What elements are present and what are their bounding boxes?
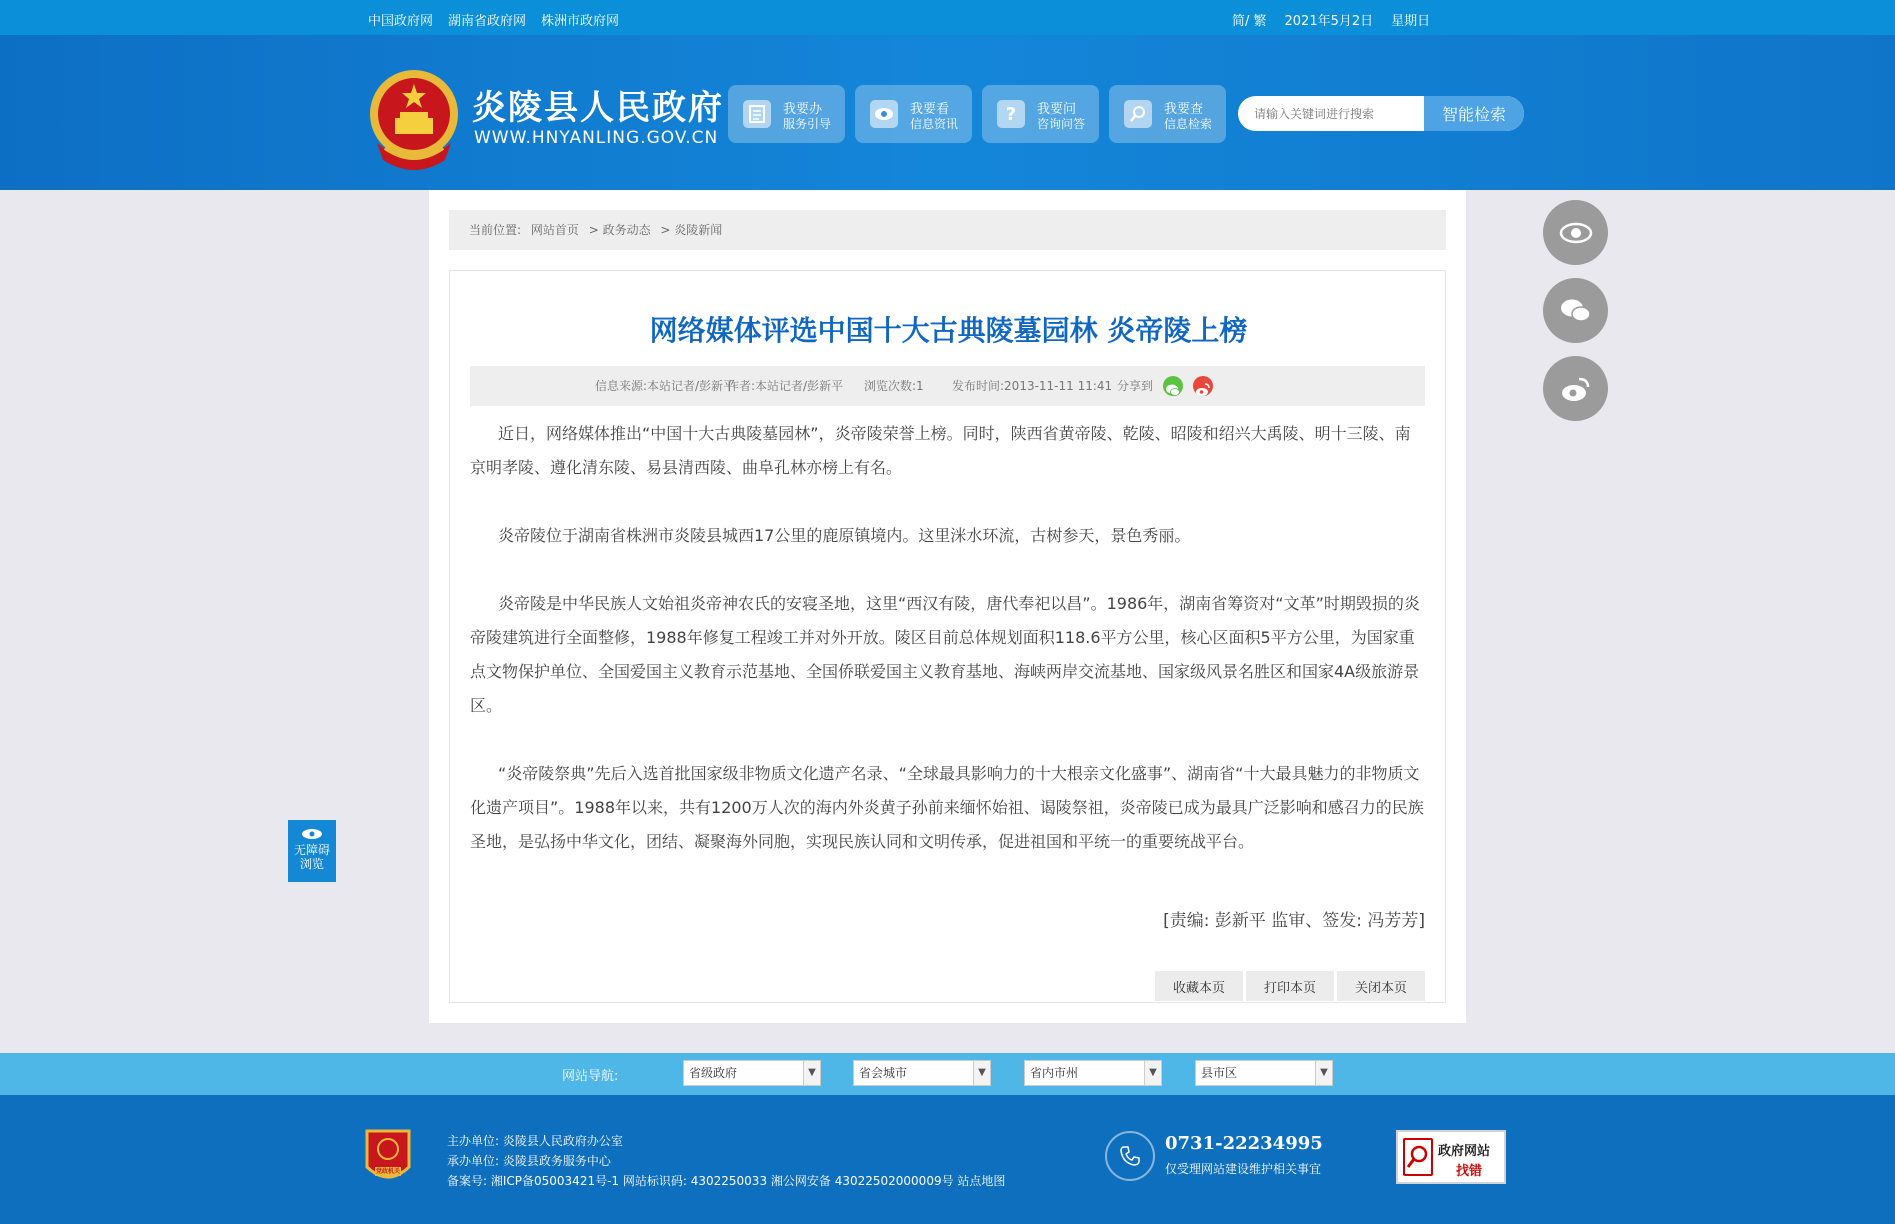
- service-handle-line1: 我要办: [783, 102, 823, 117]
- select-province-gov-value: 省级政府: [689, 1066, 738, 1080]
- article-meta: [470, 366, 1425, 406]
- link-china-gov[interactable]: 中国政府网: [368, 14, 434, 29]
- footer-info: [447, 1131, 1005, 1191]
- select-province-cities-value: 省内市州: [1030, 1066, 1079, 1080]
- phone-number: 0731-22234995: [1165, 1133, 1323, 1154]
- report-line1: 政府网站: [1438, 1144, 1491, 1159]
- meta-author: 作者:本站记者/彭新平: [727, 379, 844, 393]
- breadcrumb-local[interactable]: > 炎陵新闻: [660, 223, 723, 237]
- accessibility-line1: 无障碍: [293, 843, 330, 857]
- article: [449, 270, 1446, 1003]
- chevron-down-icon: ▼: [1315, 1061, 1332, 1085]
- select-capital-city[interactable]: [853, 1060, 991, 1086]
- bookmark-page-button[interactable]: 收藏本页: [1155, 971, 1243, 1001]
- meta-views: 浏览次数:1: [864, 379, 924, 393]
- breadcrumb-label: 当前位置:: [469, 223, 522, 237]
- weibo-share-icon[interactable]: [1193, 376, 1213, 396]
- service-view-line2: 信息资讯: [910, 117, 959, 131]
- article-paragraph: “炎帝陵祭典”先后入选首批国家级非物质文化遗产名录、“全球最具影响力的十大根亲文化盛事”、湖南省“十大最具魅力的非物质文化遗产项目”。1988年以来，共有1200万人次的海内外炎黄子孙前来缅怀始祖、谒陵祭祖，炎帝陵已成为最具广泛影响和感召力的民族圣地，是弘扬中华文化，团结、凝聚海外同胞，实现民族认同和文明传承，促进祖国和平统一的重要统战平台。: [470, 764, 1424, 851]
- select-province-gov[interactable]: [683, 1060, 821, 1086]
- close-page-button[interactable]: 关闭本页: [1337, 971, 1425, 1001]
- document-icon: [743, 100, 771, 128]
- chevron-down-icon: ▼: [1144, 1061, 1161, 1085]
- select-province-cities[interactable]: [1024, 1060, 1162, 1086]
- magnifier-icon: [1403, 1138, 1433, 1176]
- wechat-share-icon[interactable]: [1163, 376, 1183, 396]
- meta-source: 信息来源:本站记者/彭新平: [595, 379, 736, 393]
- question-icon: ?: [997, 100, 1025, 128]
- search-icon: [1124, 100, 1152, 128]
- top-links: [368, 10, 619, 29]
- link-zhuzhou-gov[interactable]: 株洲市政府网: [541, 14, 620, 29]
- party-gov-logo-icon[interactable]: [363, 1127, 413, 1187]
- party-gov-logo-text: 党政机关: [375, 1168, 400, 1175]
- report-line2: 找错: [1456, 1164, 1483, 1179]
- smart-search-button[interactable]: 智能检索: [1424, 96, 1524, 131]
- eye-icon[interactable]: [1543, 200, 1608, 265]
- meta-share-label: 分享到: [1117, 379, 1154, 393]
- chevron-down-icon: ▼: [803, 1061, 820, 1085]
- select-counties-value: 县市区: [1201, 1066, 1238, 1080]
- footer-operator: 承办单位: 炎陵县政务服务中心: [447, 1154, 611, 1168]
- breadcrumb-news[interactable]: > 政务动态: [588, 223, 651, 237]
- service-ask-line2: 咨询问答: [1037, 117, 1086, 131]
- top-bar: [0, 0, 1895, 35]
- meta-published: 发布时间:2013-11-11 11:41: [952, 379, 1113, 393]
- select-counties[interactable]: [1195, 1060, 1333, 1086]
- service-search-line1: 我要查: [1164, 102, 1204, 117]
- service-ask-button[interactable]: [982, 85, 1099, 143]
- accessibility-button[interactable]: [288, 820, 336, 882]
- breadcrumb: [449, 210, 1446, 250]
- content-panel: [429, 190, 1466, 1023]
- service-search-line2: 信息检索: [1164, 117, 1213, 131]
- wechat-icon[interactable]: [1543, 278, 1608, 343]
- site-title: 炎陵县人民政府: [472, 88, 724, 128]
- search-input[interactable]: [1238, 96, 1424, 131]
- chevron-down-icon: ▼: [973, 1061, 990, 1085]
- article-paragraph: 炎帝陵是中华民族人文始祖炎帝神农氏的安寝圣地，这里“西汉有陵，唐代奉祀以昌”。1986年，湖南省筹资对“文革”时期毁损的炎帝陵建筑进行全面整修，1988年修复工程竣工并对外开放。陵区目前总体规划面积118.6平方公里，核心区面积5平方公里，为国家重点文物保护单位、全国爱国主义教育示范基地、全国侨联爱国主义教育基地、海峡两岸交流基地、国家级风景名胜区和国家4A级旅游景区。: [470, 594, 1420, 715]
- select-capital-city-value: 省会城市: [859, 1066, 908, 1080]
- phone-note: 仅受理网站建设维护相关事宜: [1165, 1162, 1322, 1176]
- report-error-button[interactable]: [1396, 1130, 1506, 1184]
- footer-record: 备案号: 湘ICP备05003421号-1 网站标识码: 4302250033 湘公网安备 43022502000009号 站点地图: [447, 1174, 1006, 1188]
- service-search-button[interactable]: [1109, 85, 1226, 143]
- language-switch[interactable]: 简/ 繁: [1232, 14, 1267, 29]
- editor-credit: [责编: 彭新平 监审、签发: 冯芳芳]: [1163, 911, 1425, 931]
- article-actions: [1155, 971, 1425, 1001]
- link-hunan-gov[interactable]: 湖南省政府网: [448, 14, 527, 29]
- print-page-button[interactable]: 打印本页: [1246, 971, 1334, 1001]
- article-paragraph: 炎帝陵位于湖南省株洲市炎陵县城西17公里的鹿原镇境内。这里洣水环流，古树参天，景色秀丽。: [498, 526, 1191, 545]
- service-ask-line1: 我要问: [1037, 102, 1077, 117]
- site-url: WWW.HNYANLING.GOV.CN: [474, 128, 719, 148]
- search-box: [1238, 96, 1524, 131]
- service-view-line1: 我要看: [910, 102, 950, 117]
- site-nav-bar: [0, 1053, 1895, 1095]
- service-view-button[interactable]: [855, 85, 972, 143]
- article-body: [470, 417, 1425, 893]
- accessibility-line2: 浏览: [299, 857, 324, 871]
- eye-icon: [870, 100, 898, 128]
- service-handle-line2: 服务引导: [783, 117, 832, 131]
- site-footer: [0, 1095, 1895, 1224]
- eye-icon: [301, 828, 323, 840]
- weibo-icon[interactable]: [1543, 356, 1608, 421]
- weekday-text: 星期日: [1391, 14, 1431, 29]
- breadcrumb-home[interactable]: 网站首页: [530, 223, 579, 237]
- service-handle-button[interactable]: [728, 85, 845, 143]
- phone-icon: [1105, 1131, 1155, 1181]
- nav-label: 网站导航:: [562, 1069, 619, 1084]
- article-title: 网络媒体评选中国十大古典陵墓园林 炎帝陵上榜: [649, 314, 1248, 347]
- article-paragraph: 近日，网络媒体推出“中国十大古典陵墓园林”，炎帝陵荣誉上榜。同时，陕西省黄帝陵、乾陵、昭陵和绍兴大禹陵、明十三陵、南京明孝陵、遵化清东陵、易县清西陵、曲阜孔林亦榜上有名。: [470, 424, 1411, 477]
- national-emblem-icon: [365, 68, 463, 172]
- top-right: [1232, 10, 1430, 29]
- footer-host: 主办单位: 炎陵县人民政府办公室: [447, 1134, 623, 1148]
- date-text: 2021年5月2日: [1284, 14, 1374, 29]
